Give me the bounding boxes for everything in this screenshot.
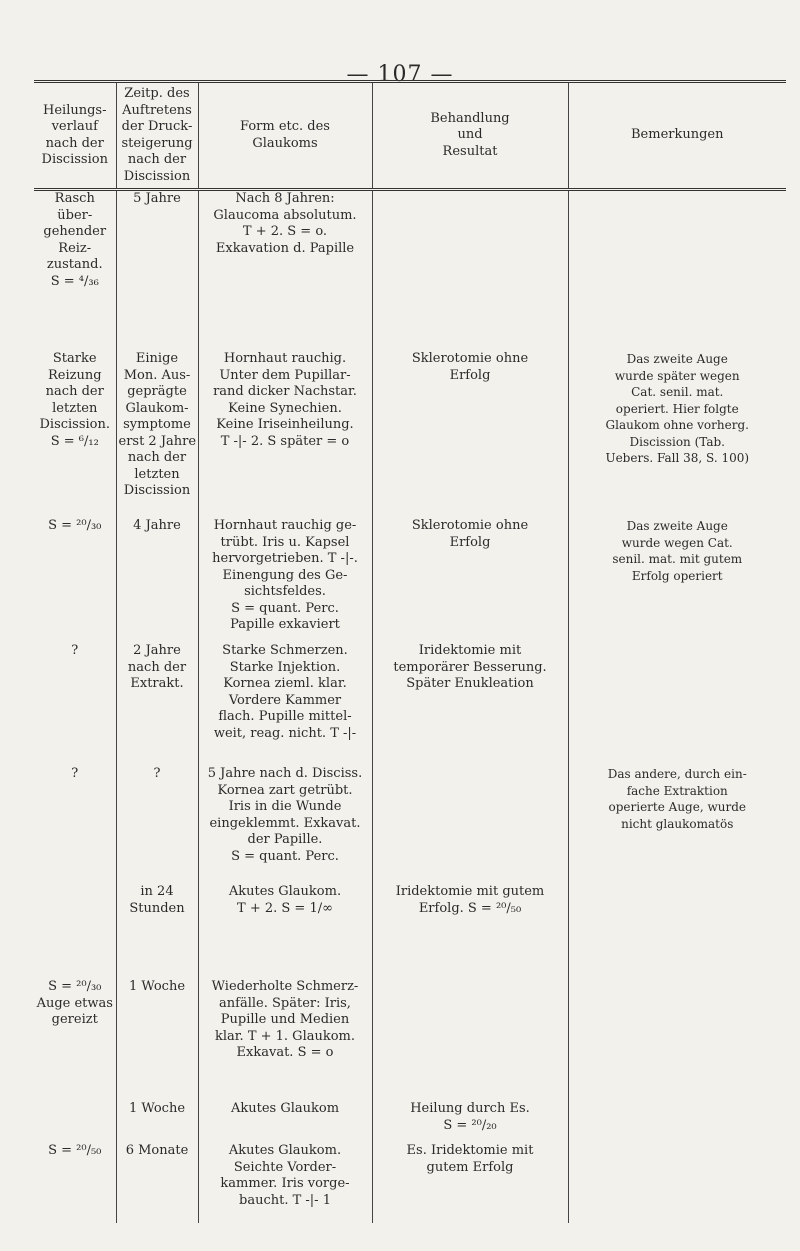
cell-bemerkungen — [568, 766, 786, 884]
header-line: Resultat — [442, 143, 498, 159]
cell-bemerkungen — [568, 884, 786, 979]
table-row — [34, 1143, 786, 1223]
cell-line: S = quant. Perc. — [231, 600, 339, 616]
cell-form — [198, 766, 372, 884]
cell-line: Nach 8 Jahren: — [235, 191, 335, 206]
table-header-row — [34, 82, 786, 190]
cell-behandlung — [372, 190, 568, 352]
cell-line: 2 Jahre — [133, 643, 181, 658]
cell-form — [198, 518, 372, 643]
cell-line: 5 Jahre — [133, 191, 181, 206]
cell-bemerkungen — [568, 351, 786, 518]
cell-line: temporärer Besserung. — [393, 659, 547, 675]
cell-line: eingeklemmt. Exkavat. — [209, 815, 361, 831]
cell-zeitpunkt — [116, 979, 198, 1101]
cell-line: wurde später wegen — [614, 368, 740, 383]
cell-behandlung — [372, 884, 568, 979]
table-row — [34, 643, 786, 766]
cell-line: symptome — [123, 417, 191, 432]
cell-behandlung — [372, 1143, 568, 1223]
table-row — [34, 884, 786, 979]
header-line: Heilungs- — [43, 102, 107, 118]
cell-line: nach der — [127, 659, 187, 675]
cell-line: Iris in die Wunde — [228, 799, 342, 814]
cell-line: über- — [57, 207, 93, 223]
cell-line: 4 Jahre — [133, 518, 181, 533]
cell-line: Kornea zieml. klar. — [223, 676, 347, 691]
cell-line: Wiederholte Schmerz- — [211, 979, 359, 994]
cell-line: Erfolg. S = ²⁰/₅₀ — [418, 900, 522, 916]
cell-line: Mon. Aus- — [123, 367, 191, 383]
cell-line: S = ²⁰/₂₀ — [443, 1117, 497, 1133]
cell-form — [198, 351, 372, 518]
header-line: Discission — [41, 152, 108, 167]
table — [34, 80, 786, 1223]
cell-line: Das zweite Auge — [626, 519, 728, 533]
cell-line: klar. T + 1. Glaukom. — [214, 1028, 356, 1044]
cell-heilungsverlauf — [34, 1101, 116, 1143]
cell-line: Kornea zart getrübt. — [217, 782, 353, 798]
cell-line: sichtsfeldes. — [244, 584, 326, 599]
cell-line: Akutes Glaukom — [230, 1101, 340, 1116]
cell-line: S = ²⁰/₅₀ — [48, 1143, 102, 1158]
header-line: Auftretens — [122, 102, 192, 118]
cell-line: ? — [71, 643, 79, 658]
cell-line: anfälle. Später: Iris, — [219, 995, 351, 1011]
cell-line: T + 2. S = o. — [242, 224, 328, 239]
cell-line: Reizung — [47, 367, 102, 383]
cell-line: Auge etwas — [36, 995, 113, 1011]
cell-behandlung — [372, 1101, 568, 1143]
cell-line: senil. mat. mit gutem — [612, 552, 743, 566]
cell-form — [198, 1143, 372, 1223]
cell-line: Erfolg — [449, 367, 491, 383]
cell-line: Vordere Kammer — [228, 692, 342, 708]
cell-line: Extrakt. — [130, 676, 184, 691]
cell-line: Iridektomie mit gutem — [395, 884, 545, 899]
cell-line: Pupille und Medien — [220, 1012, 350, 1027]
cell-line: S = ²⁰/₃₀ — [48, 518, 102, 533]
cell-line: Keine Synechien. — [228, 400, 342, 416]
cell-behandlung — [372, 979, 568, 1101]
cell-bemerkungen — [568, 190, 786, 352]
cell-line: kammer. Iris vorge- — [220, 1176, 350, 1191]
cell-line: hervorgetrieben. T -|-. — [212, 551, 358, 566]
table-row — [34, 766, 786, 884]
cell-line: letzten — [134, 466, 180, 482]
cell-line: der Papille. — [247, 832, 323, 847]
table-row — [34, 979, 786, 1101]
cell-zeitpunkt — [116, 190, 198, 352]
header-line: nach der — [45, 135, 104, 151]
cell-line: Rasch — [54, 191, 95, 206]
cell-line: Heilung durch Es. — [410, 1101, 530, 1116]
header-line: Form etc. des — [240, 119, 330, 134]
cell-line: ? — [153, 766, 161, 781]
cell-line: operiert. Hier folgte — [615, 401, 739, 416]
cell-line: geprägte — [127, 384, 187, 399]
header-line: Behandlung — [430, 110, 510, 126]
cell-heilungsverlauf — [34, 190, 116, 352]
cell-zeitpunkt — [116, 643, 198, 766]
header-line: der Druck- — [121, 119, 193, 134]
header-zeitpunkt — [116, 82, 198, 190]
cell-line: Einengung des Ge- — [222, 567, 348, 583]
cell-heilungsverlauf — [34, 979, 116, 1101]
cell-line: Iridektomie mit — [418, 643, 522, 658]
cell-zeitpunkt — [116, 1101, 198, 1143]
table-body — [34, 190, 786, 1224]
cell-line: Keine Iriseinheilung. — [216, 417, 354, 432]
cell-line: Sklerotomie ohne — [411, 518, 529, 533]
cell-bemerkungen — [568, 979, 786, 1101]
cell-line: Später Enukleation — [406, 676, 534, 691]
cell-line: baucht. T -|- 1 — [239, 1192, 331, 1208]
cell-heilungsverlauf — [34, 766, 116, 884]
cell-line: Starke Injektion. — [229, 659, 341, 675]
cell-line: Exkavation d. Papille — [215, 240, 355, 256]
cell-line: letzten — [52, 400, 98, 416]
cell-heilungsverlauf — [34, 1143, 116, 1223]
cell-line: T -|- 2. S später = o — [220, 433, 350, 449]
cell-line: gutem Erfolg — [426, 1159, 514, 1175]
header-line: Bemerkungen — [631, 127, 724, 143]
cell-form — [198, 979, 372, 1101]
cell-line: Discission — [123, 483, 191, 498]
cell-form — [198, 643, 372, 766]
cell-line: 1 Woche — [128, 979, 186, 994]
cell-line: ? — [71, 766, 79, 781]
cell-behandlung — [372, 643, 568, 766]
cell-line: Starke Schmerzen. — [222, 643, 348, 658]
table-row — [34, 1101, 786, 1143]
cell-line: Reiz- — [58, 240, 92, 256]
cell-zeitpunkt — [116, 518, 198, 643]
header-line: verlauf — [51, 119, 98, 134]
cell-line: Glaukom- — [125, 400, 189, 416]
header-heilungsverlauf — [34, 82, 116, 190]
cell-line: Discission (Tab. — [629, 434, 725, 449]
header-form — [198, 82, 372, 190]
cell-zeitpunkt — [116, 351, 198, 518]
cell-line: nach der — [127, 450, 187, 465]
cell-line: trübt. Iris u. Kapsel — [220, 534, 350, 550]
cell-line: fache Extraktion — [626, 783, 728, 798]
cell-line: Das andere, durch ein- — [607, 767, 747, 781]
cell-line: wurde wegen Cat. — [621, 535, 733, 550]
cell-line: S = ²⁰/₃₀ — [48, 979, 102, 994]
cell-line: 5 Jahre nach d. Disciss. — [207, 766, 363, 781]
cell-line: Einige — [135, 351, 179, 366]
cell-line: S = ⁶/₁₂ — [50, 433, 99, 449]
cell-line: Starke — [52, 351, 97, 366]
cell-line: 1 Woche — [128, 1101, 186, 1116]
cell-zeitpunkt — [116, 884, 198, 979]
glaucoma-table — [34, 80, 786, 1223]
cell-line: 6 Monate — [125, 1143, 189, 1158]
cell-line: Glaukom ohne vorherg. — [605, 418, 749, 432]
cell-line: flach. Pupille mittel- — [218, 709, 352, 724]
table-row — [34, 351, 786, 518]
cell-line: Hornhaut rauchig. — [223, 351, 347, 366]
cell-line: Sklerotomie ohne — [411, 351, 529, 366]
cell-line: Discission. — [39, 417, 111, 432]
page-number: — 107 — — [346, 62, 454, 87]
cell-heilungsverlauf — [34, 643, 116, 766]
cell-line: nicht glaukomatös — [621, 816, 734, 831]
cell-bemerkungen — [568, 643, 786, 766]
cell-zeitpunkt — [116, 766, 198, 884]
header-bemerkungen — [568, 82, 786, 190]
cell-line: nach der — [45, 384, 104, 399]
cell-line: rand dicker Nachstar. — [213, 384, 357, 399]
cell-line: Glaucoma absolutum. — [213, 207, 357, 223]
cell-behandlung — [372, 351, 568, 518]
cell-line: in 24 — [140, 884, 174, 899]
cell-line: Hornhaut rauchig ge- — [213, 518, 357, 533]
cell-line: zustand. — [46, 257, 103, 272]
cell-heilungsverlauf — [34, 884, 116, 979]
cell-line: gereizt — [51, 1012, 98, 1027]
cell-line: Seichte Vorder- — [233, 1159, 337, 1175]
header-line: und — [457, 127, 483, 143]
cell-line: Stunden — [129, 900, 185, 916]
cell-line: S = quant. Perc. — [231, 848, 339, 864]
header-line: steigerung — [121, 135, 193, 151]
cell-line: Cat. senil. mat. — [631, 385, 724, 399]
cell-line: Uebers. Fall 38, S. 100) — [605, 451, 750, 465]
cell-line: weit, reag. nicht. T -|- — [213, 725, 357, 741]
cell-bemerkungen — [568, 518, 786, 643]
cell-form — [198, 1101, 372, 1143]
header-line: Zeitp. des — [124, 86, 190, 101]
table-row — [34, 190, 786, 352]
cell-line: T + 2. S = 1/∞ — [237, 900, 333, 916]
cell-heilungsverlauf — [34, 351, 116, 518]
header-behandlung — [372, 82, 568, 190]
cell-line: Es. Iridektomie mit — [406, 1143, 534, 1158]
cell-behandlung — [372, 518, 568, 643]
header-line: nach der — [127, 152, 187, 167]
cell-line: Unter dem Pupillar- — [219, 367, 351, 383]
cell-line: Das zweite Auge — [626, 352, 728, 366]
cell-line: gehender — [43, 224, 107, 239]
table-row — [34, 518, 786, 643]
cell-line: erst 2 Jahre — [118, 433, 197, 449]
cell-line: Akutes Glaukom. — [228, 1143, 342, 1158]
cell-heilungsverlauf — [34, 518, 116, 643]
header-line: Glaukoms — [252, 135, 318, 151]
cell-form — [198, 190, 372, 352]
cell-line: operierte Auge, wurde — [608, 800, 746, 814]
cell-line: Akutes Glaukom. — [228, 884, 342, 899]
cell-bemerkungen — [568, 1101, 786, 1143]
cell-line: Exkavat. S = o — [236, 1045, 334, 1060]
cell-behandlung — [372, 766, 568, 884]
cell-form — [198, 884, 372, 979]
cell-bemerkungen — [568, 1143, 786, 1223]
cell-line: Erfolg — [449, 534, 491, 550]
cell-line: Papille exkaviert — [230, 617, 340, 632]
header-line: Discission — [123, 168, 191, 184]
cell-line: S = ⁴/₃₆ — [50, 273, 99, 289]
cell-zeitpunkt — [116, 1143, 198, 1223]
cell-line: Erfolg operiert — [631, 568, 723, 583]
